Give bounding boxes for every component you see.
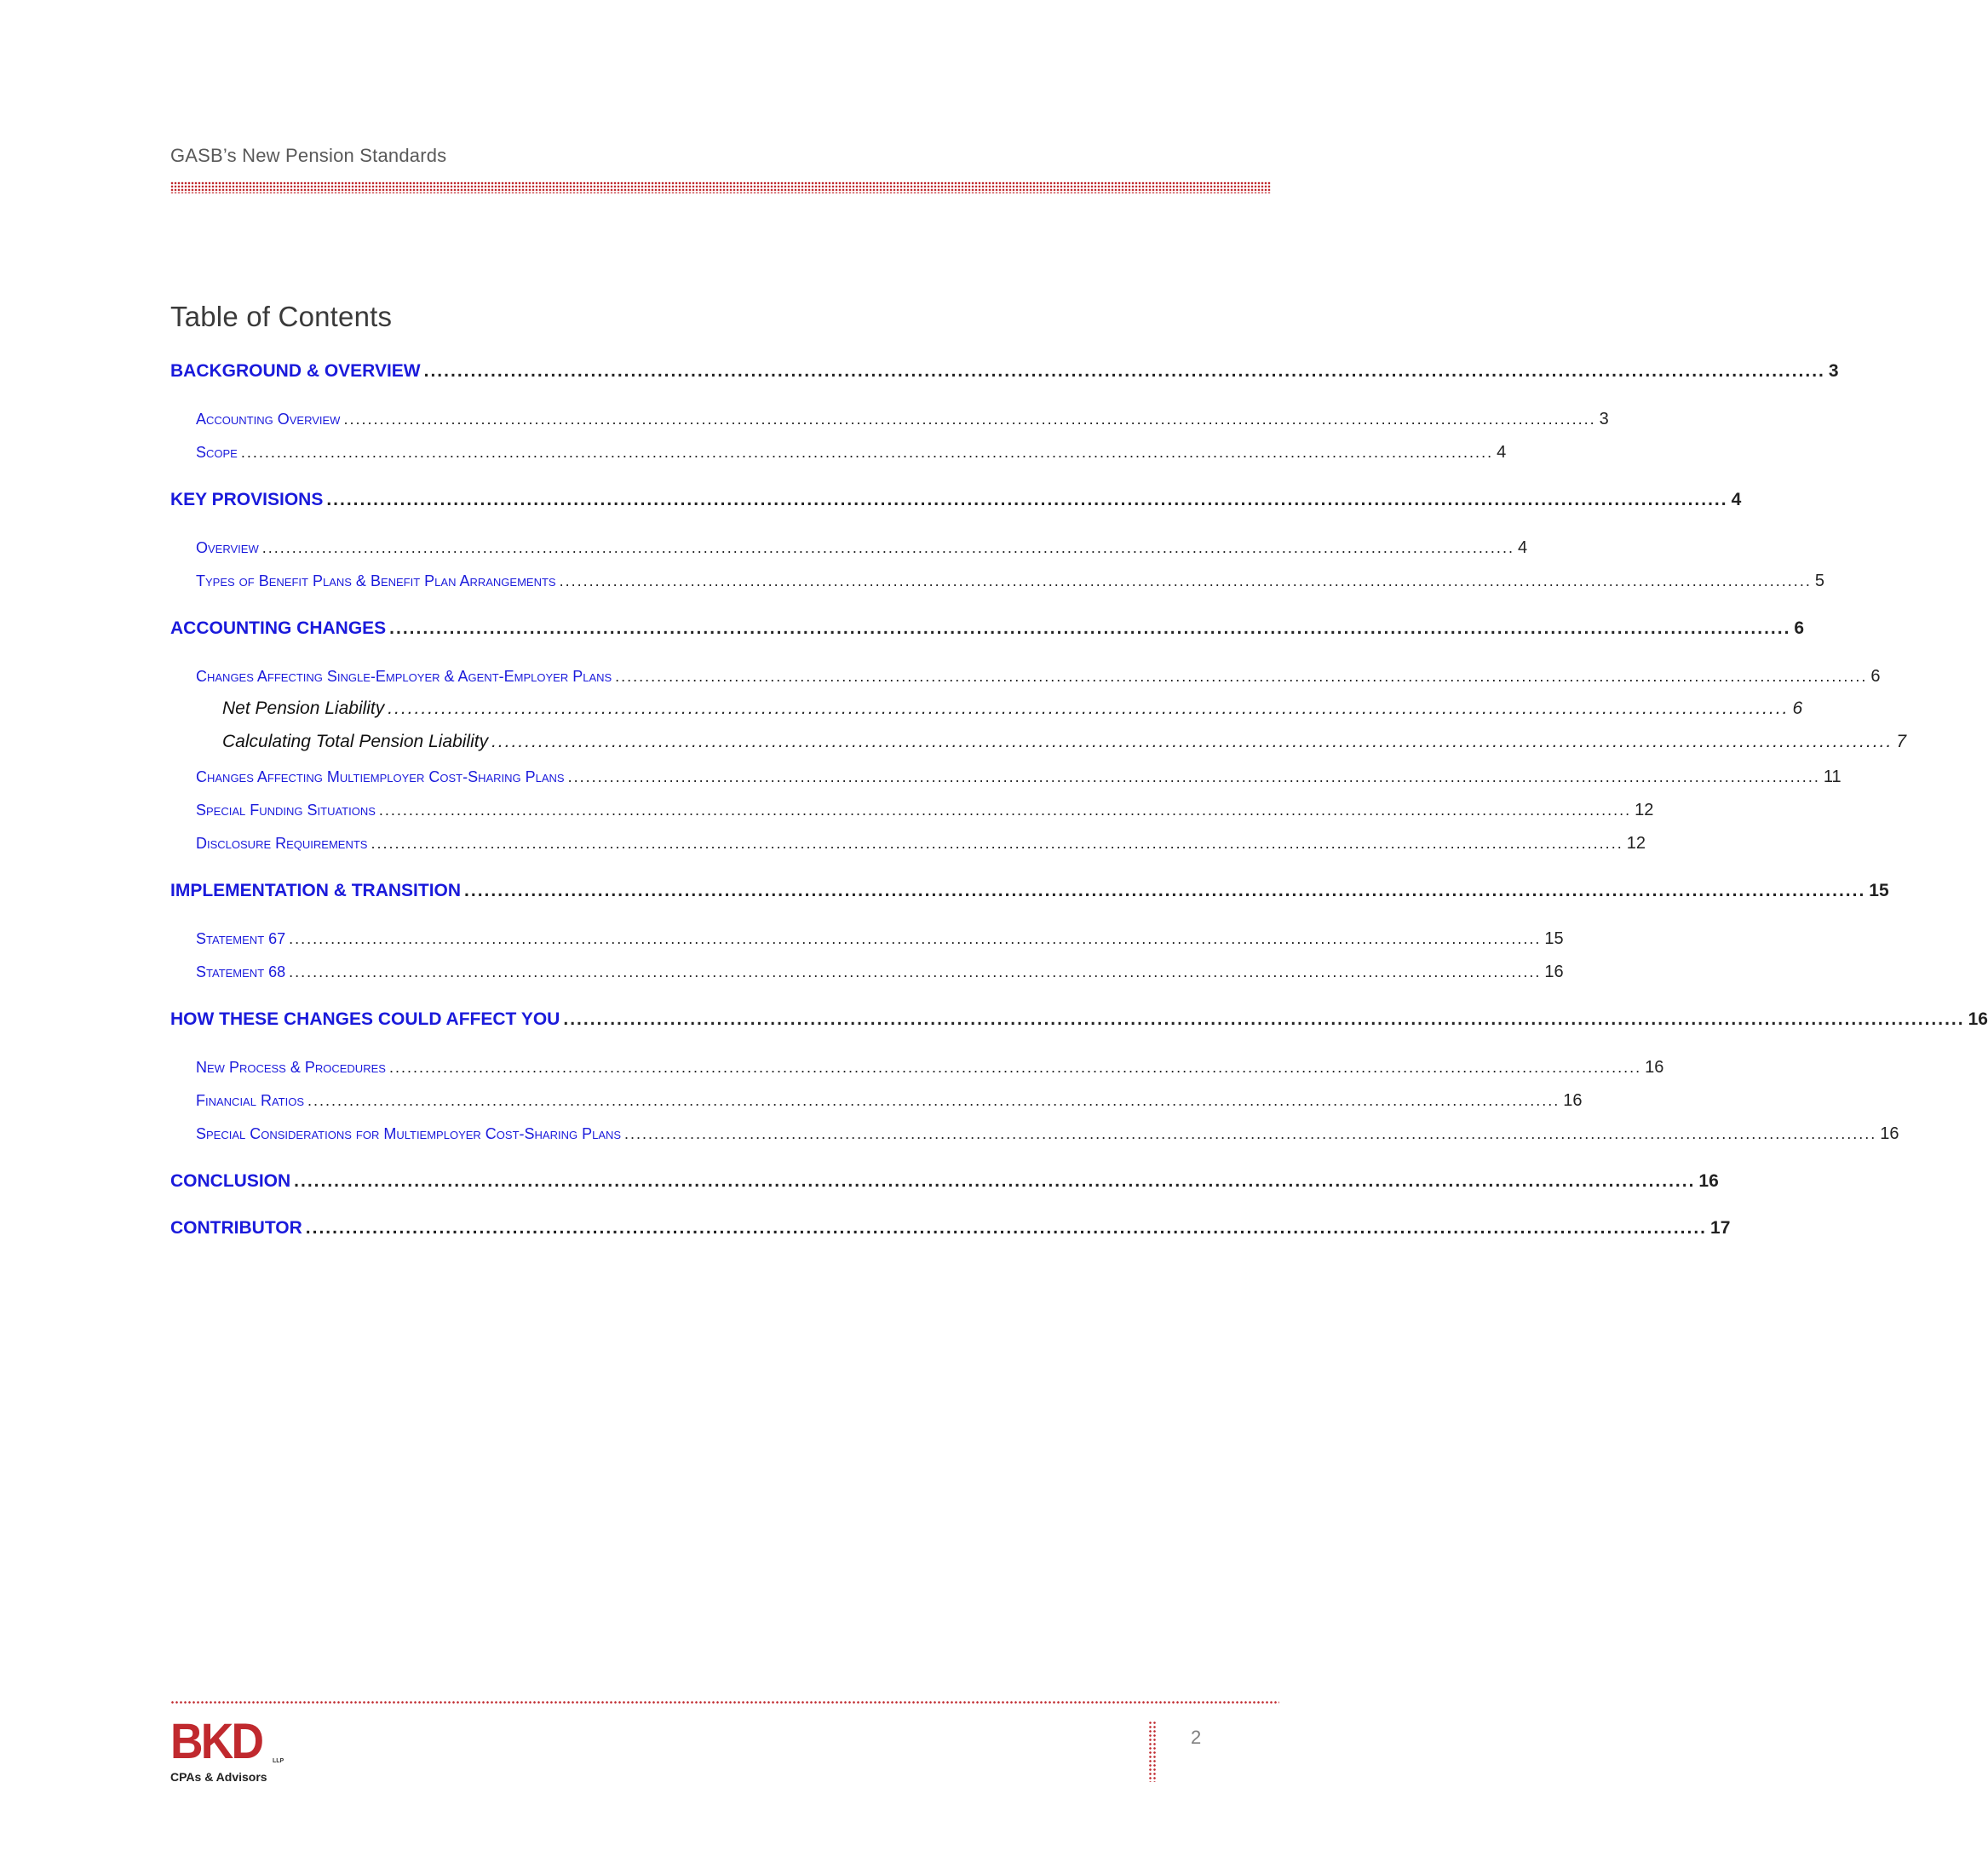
toc-entry-page: 4: [1731, 490, 1742, 509]
toc-entry-page: 6: [1794, 618, 1805, 638]
toc-entry-new-process-procedures[interactable]: New Process & Procedures .................................................................................................................................................................................................................. 16: [196, 1058, 1664, 1077]
toc-entry-label: New Process & Procedures: [196, 1059, 386, 1076]
toc-entry-label: BACKGROUND & OVERVIEW: [170, 361, 421, 381]
toc-entry-page: 6: [1792, 698, 1803, 718]
toc-entry-key-provisions[interactable]: KEY PROVISIONS .................................................................................................................................................................................................................. 4: [170, 490, 1742, 509]
toc-entry-label: Overview: [196, 539, 259, 556]
toc-entry-page: 16: [1563, 1091, 1583, 1110]
toc-entry-label: Disclosure Requirements: [196, 835, 368, 852]
toc-entry-label: IMPLEMENTATION & TRANSITION: [170, 881, 462, 900]
toc-entry-scope[interactable]: Scope .................................................................................................................................................................................................................. 4: [196, 443, 1507, 462]
toc-entry-page: 6: [1870, 667, 1881, 686]
toc-entry-changes-multiemployer[interactable]: Changes Affecting Multiemployer Cost-Sharing Plans .................................................................................................................................................................................................................. 11: [196, 767, 1841, 786]
toc-entry-label: Types of Benefit Plans & Benefit Plan Arrangements: [196, 572, 556, 589]
toc-entry-page: 16: [1544, 963, 1564, 981]
toc-entry-page: 17: [1710, 1218, 1731, 1238]
toc-entry-page: 16: [1880, 1124, 1899, 1143]
toc-entry-accounting-changes[interactable]: ACCOUNTING CHANGES .................................................................................................................................................................................................................. 6: [170, 618, 1805, 638]
toc-entry-label: Changes Affecting Multiemployer Cost-Sharing Plans: [196, 768, 565, 785]
toc-entry-label: Financial Ratios: [196, 1092, 304, 1109]
toc-entry-label: Special Considerations for Multiemployer Cost-Sharing Plans: [196, 1125, 622, 1142]
toc-entry-label: Special Funding Situations: [196, 802, 376, 819]
toc-entry-page: 5: [1814, 572, 1824, 590]
toc-entry-label: ACCOUNTING CHANGES: [170, 618, 387, 638]
toc-entry-financial-ratios[interactable]: Financial Ratios .................................................................................................................................................................................................................. 16: [196, 1091, 1583, 1110]
logo-wordmark: BKD: [170, 1714, 262, 1769]
toc-entry-background-overview[interactable]: BACKGROUND & OVERVIEW .................................................................................................................................................................................................................. 3: [170, 361, 1839, 381]
toc-entry-label: Net Pension Liability: [222, 698, 385, 718]
toc-entry-page: 4: [1517, 538, 1528, 557]
toc-entry-statement-68[interactable]: Statement 68 .................................................................................................................................................................................................................. 16: [196, 963, 1564, 981]
header-dot-rule: [170, 181, 1271, 193]
toc-entry-page: 12: [1626, 834, 1646, 853]
toc-entry-net-pension-liability[interactable]: Net Pension Liability .................................................................................................................................................................................................................. 6: [222, 698, 1803, 718]
document-title: GASB’s New Pension Standards: [170, 145, 447, 166]
toc-entry-label: Changes Affecting Single-Employer & Agent-Employer Plans: [196, 668, 612, 685]
toc-entry-label: HOW THESE CHANGES COULD AFFECT YOU: [170, 1009, 560, 1029]
toc-entry-page: 16: [1968, 1009, 1988, 1029]
toc-entry-page: 4: [1497, 443, 1507, 462]
toc-entry-contributor[interactable]: CONTRIBUTOR .................................................................................................................................................................................................................. 17: [170, 1218, 1731, 1238]
toc-entry-page: 11: [1823, 767, 1841, 786]
toc-entry-label: Statement 67: [196, 930, 286, 947]
toc-entry-label: Statement 68: [196, 963, 286, 980]
toc-entry-label: KEY PROVISIONS: [170, 490, 324, 509]
footer-dot-rule: [170, 1701, 1279, 1704]
toc-entry-page: 15: [1869, 881, 1889, 900]
toc-entry-page: 16: [1698, 1171, 1719, 1191]
toc-entry-changes-single-employer[interactable]: Changes Affecting Single-Employer & Agent-Employer Plans .................................................................................................................................................................................................................. 6: [196, 667, 1881, 686]
toc-entry-label: Accounting Overview: [196, 411, 341, 428]
logo-suffix: LLP: [273, 1758, 284, 1764]
toc-entry-page: 7: [1896, 732, 1907, 751]
toc-entry-overview[interactable]: Overview .................................................................................................................................................................................................................. 4: [196, 538, 1528, 557]
toc-entry-page: 3: [1599, 410, 1609, 428]
footer-side-dots: [1148, 1721, 1157, 1782]
toc-entry-accounting-overview[interactable]: Accounting Overview .................................................................................................................................................................................................................. 3: [196, 410, 1609, 428]
logo-tagline: CPAs & Advisors: [170, 1770, 267, 1784]
toc-entry-implementation-transition[interactable]: IMPLEMENTATION & TRANSITION .................................................................................................................................................................................................................. 15: [170, 881, 1889, 900]
toc-entry-label: Scope: [196, 444, 238, 461]
page-number: 2: [1191, 1727, 1202, 1748]
toc-heading: Table of Contents: [170, 301, 393, 332]
toc-entry-label: CONCLUSION: [170, 1171, 291, 1191]
toc-entry-calculating-total-pension-liability[interactable]: Calculating Total Pension Liability .................................................................................................................................................................................................................. 7: [222, 732, 1907, 751]
toc-entry-types-of-benefit-plans[interactable]: Types of Benefit Plans & Benefit Plan Arrangements .................................................................................................................................................................................................................. 5: [196, 572, 1824, 590]
toc-entry-page: 12: [1635, 801, 1654, 819]
toc-entry-how-these-changes[interactable]: HOW THESE CHANGES COULD AFFECT YOU .................................................................................................................................................................................................................. 16: [170, 1009, 1988, 1029]
toc-entry-conclusion[interactable]: CONCLUSION .................................................................................................................................................................................................................. 16: [170, 1171, 1719, 1191]
toc-entry-special-funding-situations[interactable]: Special Funding Situations .................................................................................................................................................................................................................. 12: [196, 801, 1654, 819]
toc-entry-page: 16: [1645, 1058, 1664, 1077]
toc-entry-label: CONTRIBUTOR: [170, 1218, 302, 1238]
toc-entry-disclosure-requirements[interactable]: Disclosure Requirements .................................................................................................................................................................................................................. 12: [196, 834, 1646, 853]
toc-entry-label: Calculating Total Pension Liability: [222, 732, 489, 751]
bkd-logo: [170, 1714, 298, 1802]
toc-entry-page: 15: [1544, 929, 1564, 948]
toc-entry-page: 3: [1828, 361, 1839, 381]
toc-entry-special-considerations[interactable]: Special Considerations for Multiemployer Cost-Sharing Plans .................................................................................................................................................................................................................. 16: [196, 1124, 1899, 1143]
toc-entry-statement-67[interactable]: Statement 67 .................................................................................................................................................................................................................. 15: [196, 929, 1564, 948]
